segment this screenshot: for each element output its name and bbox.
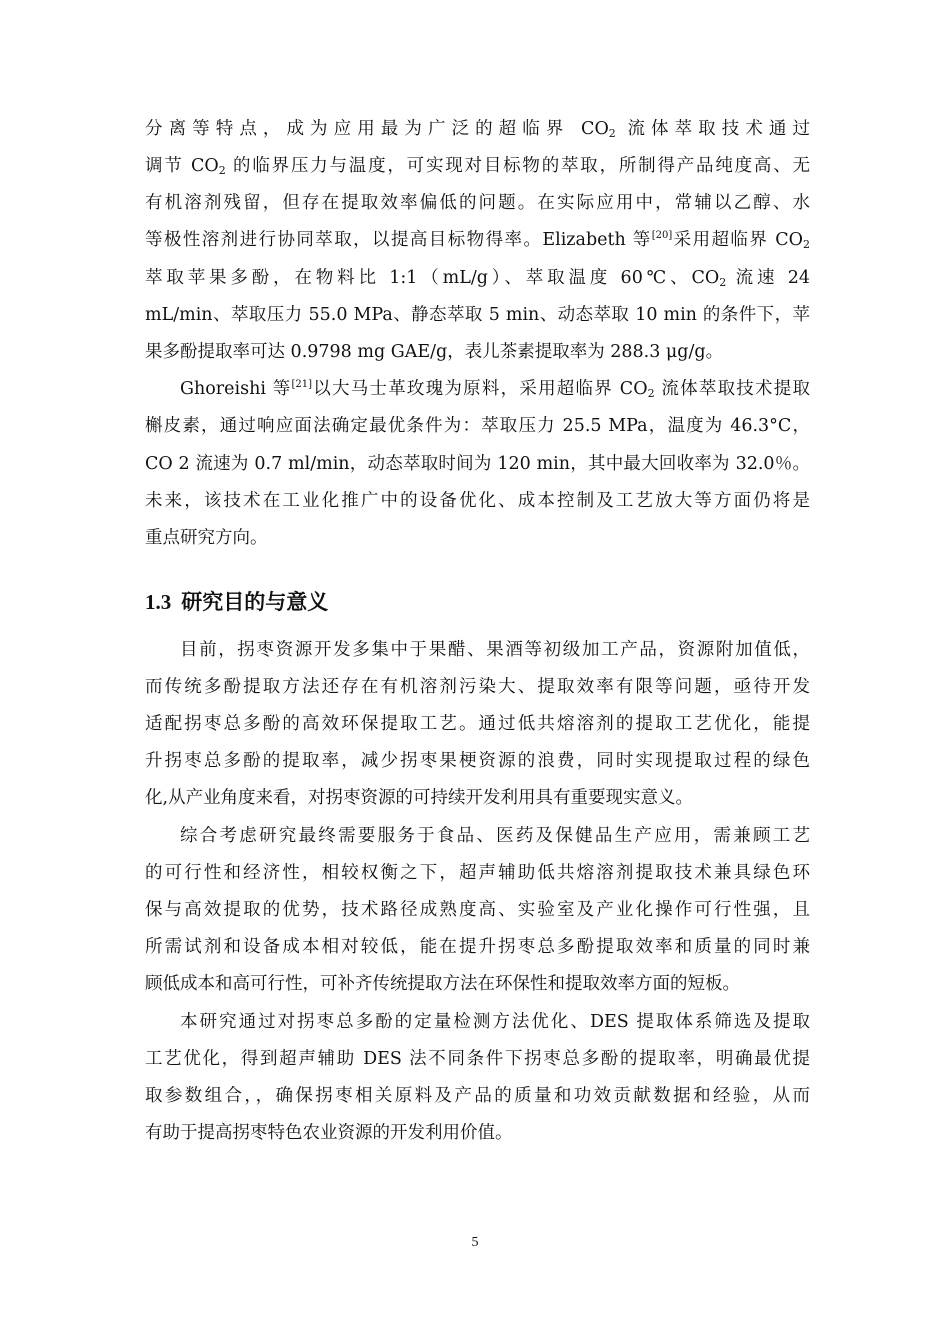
text-line: 未来，该技术在工业化推广中的设备优化、成本控制及工艺放大等方面仍将是 xyxy=(145,491,810,511)
text-line: 调节 $CO_2$ 的临界压力与温度，可实现对目标物的萃取，所制得产品纯度高、无 xyxy=(145,156,810,177)
text-line: 工艺优化，得到超声辅助 DES 法不同条件下拐枣总多酚的提取率，明确最优提 xyxy=(145,1049,810,1069)
text-line: 本研究通过对拐枣总多酚的定量检测方法优化、DES 提取体系筛选及提取 xyxy=(180,1012,810,1032)
text-line: 升拐枣总多酚的提取率，减少拐枣果梗资源的浪费，同时实现提取过程的绿色 xyxy=(145,751,810,771)
section-title: 研究目的与意义 xyxy=(181,590,329,614)
text-line: 顾低成本和高可行性，可补齐传统提取方法在环保性和提取效率方面的短板。 xyxy=(145,974,740,994)
section-number: 1.3 xyxy=(145,590,172,614)
text-line: 目前，拐枣资源开发多集中于果醋、果酒等初级加工产品，资源附加值低， xyxy=(180,640,810,660)
text-line: 果多酚提取率可达 0.9798 mg GAE/g，表儿茶素提取率为 288.3 μg/g。 xyxy=(145,342,724,362)
section-heading xyxy=(145,588,328,616)
text-line: CO 2 流速为 0.7 ml/min，动态萃取时间为 120 min，其中最大回收率为 32.0％。 xyxy=(145,454,810,474)
text-line: 萃取苹果多酚，在物料比 1:1（mL/g）、萃取温度 60℃、$CO_2$ 流速 24 xyxy=(145,268,810,289)
text-line: 槲皮素，通过响应面法确定最优条件为：萃取压力 25.5 MPa，温度为 46.3°C， xyxy=(145,416,810,436)
text-line: 保与高效提取的优势，技术路径成熟度高、实验室及产业化操作可行性强，且 xyxy=(145,900,810,920)
text-line: 有助于提高拐枣特色农业资源的开发利用价值。 xyxy=(145,1123,513,1143)
text-line: 取参数组合，，确保拐枣相关原料及产品的质量和功效贡献数据和经验，从而 xyxy=(145,1086,810,1106)
page-number: 5 xyxy=(471,1235,479,1250)
text-line: mL/min、萃取压力 55.0 MPa、静态萃取 5 min、动态萃取 10 min 的条件下，苹 xyxy=(145,305,810,325)
text-line: 有机溶剂残留，但存在提取效率偏低的问题。在实际应用中，常辅以乙醇、水 xyxy=(145,193,810,213)
text-line: 分离等特点，成为应用最为广泛的超临界 $CO_2$ 流体萃取技术通过 xyxy=(145,119,810,140)
text-line: 适配拐枣总多酚的高效环保提取工艺。通过低共熔溶剂的提取工艺优化，能提 xyxy=(145,714,810,734)
text-line: 等极性溶剂进行协同萃取，以提高目标物得率。Elizabeth 等[20]采用超临界 $CO_2$ xyxy=(145,230,810,251)
text-line: 而传统多酚提取方法还存在有机溶剂污染大、提取效率有限等问题，亟待开发 xyxy=(145,677,810,697)
text-line: 化,从产业角度来看，对拐枣资源的可持续开发利用具有重要现实意义。 xyxy=(145,788,694,808)
text-line: Ghoreishi 等[21]以大马士革玫瑰为原料，采用超临界 $CO_2$ 流体萃取技术提取 xyxy=(180,379,810,400)
text-line: 重点研究方向。 xyxy=(145,528,268,548)
text-line: 所需试剂和设备成本相对较低，能在提升拐枣总多酚提取效率和质量的同时兼 xyxy=(145,937,810,957)
text-line: 的可行性和经济性，相较权衡之下，超声辅助低共熔溶剂提取技术兼具绿色环 xyxy=(145,863,810,883)
text-line: 综合考虑研究最终需要服务于食品、医药及保健品生产应用，需兼顾工艺 xyxy=(180,826,810,846)
